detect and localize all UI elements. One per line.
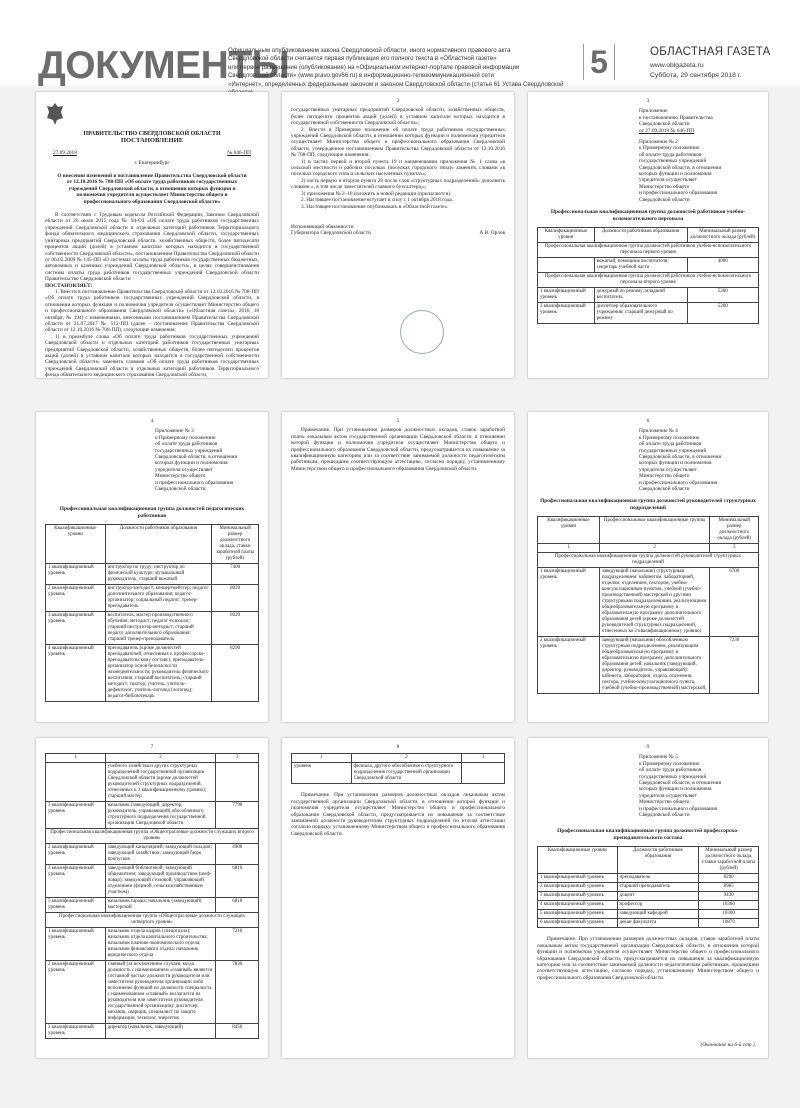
appendix-line: учредителя осуществляет: [639, 177, 697, 184]
signatory-name: А.В. Орлов: [479, 230, 505, 237]
page-number-label: 5: [396, 418, 400, 424]
appendix-line: Свердловской области: [639, 812, 690, 819]
table-row: [538, 302, 759, 323]
position-cell: воспитатель; мастер производственного обучения; методист; педагог-психолог; старший инструктор-методист; старший педагог дополнительного образования; старший тренер-преподаватель: [105, 612, 212, 645]
salary-cell: 9430: [699, 892, 759, 901]
appendix-title: Приложение № 5: [639, 754, 678, 761]
appendix-line: которых функции и полномочия: [155, 460, 228, 467]
paragraph: 1) в частях первой и второй пункта 19 и наименовании приложения № 1 слова «в сельской местности и рабочих поселках (поселках городского типа)» заменить словами «в поселках городского типа и сельских населенных пунктах»;: [291, 158, 505, 178]
note: Примечание. При установлении размеров должностных окладов, ставок заработной платы локальным актом государственной организации Свердловской области, в отношении которой функции и полномочия учредителя осуществляет Министерство общего и профессионального образования Свердловской области, предусматривается их повышение за квалификационную категорию или за соответствие занимаемой должности педагогическим работникам, прошедшим соответствующую аттестацию, согласно порядку, установленному Министерством общего и профессионального образования Свердловской области.: [291, 427, 505, 472]
paragraph: 2. Настоящее постановление вступает в силу с 1 октября 2018 года.: [301, 197, 454, 204]
page-number-label: 4: [150, 418, 154, 424]
preamble: В соответствии с Трудовым кодексом Российской Федерации, Законом Свердловской области от 20 июля 2015 года № 94-ОЗ «Об оплате труда работников государственных учреждений Свердловской области и отдельных категорий работников Территориального фонда обязательного медицинского страхования Свердловской области, государственных унитарных предприятий Свердловской области, хозяйственных обществ, более пятидесяти процентов акций (долей) в уставном капитале которых находится в государственной собственности Свердловской области», постановлением Правительства Свердловской области от 06.02.2009 № 145-ПП «О системах оплаты труда работников государственных бюджетных, автономных и казенных учреждений Свердловской области», в целях совершенствования системы оплаты труда работников государственных учреждений Свердловской области Правительство Свердловской области: [45, 212, 259, 283]
column-header: Квалификационные уровни: [538, 517, 600, 544]
level-cell: 3 квалификационный уровень: [46, 802, 106, 829]
table-title: Профессиональная квалификационная группа должностей руководителей структурных подразделений: [540, 498, 756, 511]
appendix-line: учредителя осуществляет: [639, 466, 697, 473]
position-cell: начальник отдела кадров (спецотдела); начальник отдела капитального строительства; начальник планово-экономического отдела; начальник финансового отдела; начальник юридического отдела: [105, 928, 216, 961]
appendix-line: Министерство общего: [639, 799, 690, 806]
level-cell: 1 квалификационный уровень: [538, 287, 595, 302]
level-cell: [538, 257, 595, 272]
column-number: 3: [216, 754, 259, 763]
salary-cell: 7830: [216, 961, 259, 1024]
appendix-line: Свердловской области: [639, 121, 690, 128]
column-header: Квалификационные уровни: [538, 227, 595, 242]
appendix-line: государственных учреждений: [639, 447, 707, 454]
position-cell: заведующий (начальник) структурным подразделением: кабинетом, лабораторией, отделом, отделением, сектором, учебно-консультационным пунктом, учебной (учебно-производственной) мастерской и другими структурными подразделениями, реализующими общеобразовательную программу и образовательную программу дополнительного образования детей (кроме должностей руководителей структурных подразделений, отнесенных ко 2 квалификационному уровню): [599, 568, 710, 637]
position-cell: инструктор-методист; концертмейстер; педагог дополнительного образования; педагог-организатор; социальный педагог; тренер-преподаватель: [105, 585, 212, 612]
level-cell: 1 квалификационный уровень: [538, 568, 600, 637]
document-kind: ПОСТАНОВЛЕНИЕ: [120, 136, 184, 144]
appendix-line: учредителя осуществляет: [639, 792, 697, 799]
salary-cell: 7790: [216, 802, 259, 829]
table-row: [46, 1024, 259, 1039]
column-number: 1: [46, 754, 106, 763]
table-row: [46, 802, 259, 829]
column-number: 2: [599, 544, 710, 553]
column-number: 2: [105, 754, 216, 763]
continued-note: (Окончание на 6-й стр.).: [700, 1041, 756, 1048]
appendix-header: [639, 754, 759, 818]
website-link[interactable]: www.oblgazeta.ru: [650, 62, 704, 69]
table-header-row: [538, 517, 759, 544]
level-cell: 4 квалификационный уровень: [46, 645, 106, 702]
column-header: Квалификационные уровни: [46, 525, 106, 564]
level-cell: 4 квалификационный уровень: [538, 901, 618, 910]
note: Примечание. При установлении размеров должностных окладов, ставок заработной платы локальным актом государственной организации Свердловской области, в отношении которой функции и полномочия учредителя осуществляет Министерство общего и профессионального образования Свердловской области, предусматривается их повышение за квалификационную категорию или за соответствие занимаемой должности педагогическим работникам, прошедшим соответствующую аттестацию, согласно порядку, установленному Министерством общего и профессионального образования Свердловской области.: [537, 936, 759, 981]
table-header-row: [46, 525, 259, 564]
appendix-header: [639, 428, 759, 492]
table-row: [46, 865, 259, 898]
level-cell: 3 квалификационный уровень: [46, 612, 106, 645]
level-cell: 1 квалификационный уровень: [46, 928, 106, 961]
table-row: [46, 928, 259, 961]
level-cell: 2 квалификационный уровень: [46, 585, 106, 612]
salary-cell: 5200: [687, 302, 759, 323]
position-cell: профессор: [617, 901, 699, 910]
position-cell: вожатый; помощник воспитателя; секретарь учебной части: [594, 257, 687, 272]
position-cell: учебного хозяйства и других структурных подразделений государственной организации Свердловской области (кроме должностей руководителей структурных подразделений, отнесенных к 3 квалификационному уровню); старший мастер: [105, 763, 216, 802]
paragraph: 2) часть первую и вторую пункта 28 после слов «структурных подразделений» дополнить словами «, в том числе заместителей главного бухгалтера,»;: [291, 177, 505, 191]
salary-table: [537, 516, 759, 694]
table-title: Профессиональная квалификационная группа должностей работников учебно-вспомогательного персонала: [550, 209, 746, 222]
section-title: ДОКУМЕНТЫ: [38, 44, 290, 87]
position-cell: инструктор по труду; инструктор по физической культуре; музыкальный руководитель; старший вожатый: [105, 564, 212, 585]
table-row: [46, 645, 259, 702]
appendix-line: об оплате труда работников: [639, 441, 702, 448]
column-number: 3: [710, 544, 759, 553]
column-header: Минимальный размер должностного оклада (рублей): [687, 227, 759, 242]
table-row: [46, 844, 259, 865]
position-cell: заведующий кафедрой: [617, 910, 699, 919]
signatory-role: Исполняющий обязанности Губернатора Свердловской области: [291, 223, 371, 237]
coat-of-arms-icon: [45, 102, 65, 126]
column-header: Минимальный размер должностного оклада, ставки заработной платы (рублей): [699, 847, 759, 874]
appendix-date: от 27.09.2018 № 646-ПП: [639, 127, 695, 134]
document-page-3: [528, 92, 768, 378]
salary-cell: 6810: [216, 898, 259, 913]
page-number-label: 3: [646, 98, 650, 104]
level-cell: уровень: [292, 763, 352, 784]
column-header: Должности работников образования: [594, 227, 687, 242]
document-page-8: [282, 738, 514, 1058]
appendix-line: Свердловской области, в отношении: [155, 454, 238, 461]
document-page-9: [528, 738, 768, 1058]
column-number: 1: [292, 754, 352, 763]
appendix-line: Свердловской области: [639, 486, 690, 493]
level-cell: 2 квалификационный уровень: [538, 637, 600, 694]
level-cell: 3 квалификационный уровень: [46, 1024, 106, 1039]
column-header: Должности работников образования: [105, 525, 212, 564]
document-date: 27.09.2018: [53, 150, 77, 157]
resolves-heading: ПОСТАНОВЛЯЕТ:: [45, 282, 93, 289]
issue-date: Суббота, 29 сентября 2018 г.: [650, 72, 742, 79]
column-number: 1: [538, 544, 600, 553]
column-header: Профессиональные квалификационные группы: [599, 517, 710, 544]
appendix-line: Свердловской области, в отношении: [639, 164, 722, 171]
table-group-row: [538, 272, 759, 287]
salary-cell: 7230: [710, 637, 759, 694]
government-name: ПРАВИТЕЛЬСТВО СВЕРДЛОВСКОЙ ОБЛАСТИ: [83, 131, 221, 138]
appendix-line: об оплате труда работников: [639, 767, 702, 774]
paragraph: 2. Внести в Примерное положение об оплате труда работников государственных учреждений Свердловской области, в отношении которых функции и полномочия учредителя осуществляет Министерство общего и профессионального образования Свердловской области, утвержденное постановлением Правительства Свердловской области от 12.10.2016 № 708-ПП, следующие изменения:: [291, 126, 505, 159]
table-row: [538, 874, 759, 883]
column-header: Минимальный размер должностного оклада (рублей): [710, 517, 759, 544]
position-cell: главный (за исключением случаев, когда должность с наименованием «главный» является составной частью должности руководителя или заместителя руководителя организации либо исполнение функций по должности специалиста с наименованием «главный» возлагается на руководителя или заместителя руководителя государственной организации): диспетчер, механик, сварщик, специалист по защите информации, технолог, энергетик: [105, 961, 216, 1024]
table-group-row: [538, 242, 759, 257]
salary-table: [537, 227, 759, 324]
salary-cell: 5200: [687, 287, 759, 302]
appendix-line: Министерство общего: [639, 473, 690, 480]
document-requisites: [53, 150, 251, 156]
table-group-row: [46, 829, 259, 844]
paragraph: 3. Настоящее постановление опубликовать в «Областной газете».: [301, 203, 449, 210]
position-cell: филиала, другого обособленного структурного подразделения государственной организации Свердловской области: [351, 763, 462, 784]
page-number-label: 7: [150, 744, 154, 750]
newspaper-header: [0, 0, 800, 86]
column-number-row: [538, 544, 759, 553]
appendix-line: и профессионального образования: [639, 190, 718, 197]
table-title: Профессиональная квалификационная группа должностей педагогических работников: [59, 506, 245, 519]
salary-cell: [462, 763, 505, 784]
paragraph: 3) приложения № 2–10 изложить в новой редакции (прилагаются).: [301, 190, 452, 197]
table-row: [538, 892, 759, 901]
level-cell: 1 квалификационный уровень: [538, 874, 618, 883]
newspaper-name: ОБЛАСТНАЯ ГАЗЕТА: [650, 46, 771, 58]
position-cell: преподаватель (кроме должностей преподавателей, отнесенных к профессорско-преподавательскому составу); преподаватель-организатор основ безопасности жизнедеятельности; руководитель физического воспитания; старший воспитатель; старший методист; тьютор; учитель; учитель-дефектолог; учитель-логопед (логопед); педагог-библиотекарь: [105, 645, 212, 702]
note: Примечание. При установлении размеров должностных окладов локальным актом государственной организации Свердловской области, в отношении которой функции и полномочия учредителя осуществляет Министерство общего и профессионального образования Свердловской области, предусматривается их повышение за соответствие занимаемой должности руководителям структурных подразделений по итогам аттестации согласно порядку, установленному Министерством общего и профессионального образования Свердловской области.: [291, 792, 505, 837]
appendix-title: Приложение: [639, 108, 668, 115]
appendix-title: Приложение № 3: [155, 428, 194, 435]
position-cell: диспетчер образовательного учреждения; старший дежурный по режиму: [594, 302, 687, 323]
salary-cell: 8450: [216, 1024, 259, 1039]
salary-cell: 7400: [212, 564, 259, 585]
salary-cell: 8985: [699, 883, 759, 892]
table-row: [46, 585, 259, 612]
salary-table: [537, 846, 759, 928]
column-number-row: [292, 754, 505, 763]
table-row: [46, 898, 259, 913]
appendix-title: Приложение № 4: [639, 428, 678, 435]
table-row: [538, 919, 759, 928]
position-cell: дежурный по режиму; младший воспитатель: [594, 287, 687, 302]
salary-cell: 10360: [699, 901, 759, 910]
appendix-line: Свердловской области, в отношении: [639, 780, 722, 787]
salary-table: [45, 524, 259, 702]
level-cell: [46, 763, 106, 802]
salary-cell: 4000: [687, 257, 759, 272]
appendix-line: об оплате труда работников: [639, 151, 702, 158]
salary-cell: 4900: [216, 844, 259, 865]
level-cell: 1 квалификационный уровень: [46, 564, 106, 585]
salary-cell: 10360: [699, 910, 759, 919]
column-header: Квалификационные уровни: [538, 847, 618, 874]
appendix-line: государственных учреждений: [155, 447, 223, 454]
document-number: № 646-ПП: [227, 150, 251, 157]
page-number: 5: [583, 44, 615, 80]
document-page-4: [36, 412, 268, 722]
appendix-line: Свердловской области: [639, 196, 690, 203]
level-cell: 2 квалификационный уровень: [46, 844, 106, 865]
document-title: О внесении изменений в постановление Правительства Свердловской области от 12.10.2016 № 708-ПП «Об оплате труда работников государственных учреждений Свердловской области, в отношении которых функции и полномочия учредителя осуществляет Министерство общего и профессионального образования Свердловской области»: [57, 173, 247, 205]
notice-line: Свердловской области» (www.pravo.gov66.ru) в информационно-телекоммуникационной сети: [228, 72, 494, 80]
group-title: Профессиональная квалификационная группа «Общеотраслевые должности служащих четвертого уровня»: [46, 913, 259, 928]
table-group-row: [538, 553, 759, 568]
paragraph: государственных унитарных предприятий Свердловской области, хозяйственных обществ, более пятидесяти процентов акций (долей) в уставном капитале которых находится в государственной собственности Свердловской области»;: [291, 107, 505, 127]
table-row: [538, 910, 759, 919]
table-row: [538, 883, 759, 892]
table-row: [292, 763, 505, 784]
document-page-2: [282, 92, 514, 378]
column-header: Минимальный размер должностного оклада, ставки заработной платы (рублей): [212, 525, 259, 564]
group-title: Профессиональная квалификационная группа должностей работников учебно-вспомогательного персонала второго уровня: [538, 272, 759, 287]
level-cell: 3 квалификационный уровень: [538, 892, 618, 901]
notice-line: «Интернет», определенных федеральным законом и законом Свердловской области (статья 61 Устава Свердловской: [228, 80, 564, 88]
table-row: [46, 763, 259, 802]
position-cell: заведующий канцелярией; заведующий складом; заведующий хозяйством; заведующий бюро пропусков: [105, 844, 216, 865]
column-number: 2: [351, 754, 462, 763]
table-row: [538, 637, 759, 694]
appendix-line: Свердловской области, в отношении: [639, 454, 722, 461]
table-row: [46, 961, 259, 1024]
level-cell: 5 квалификационный уровень: [538, 910, 618, 919]
salary-cell: 8020: [212, 585, 259, 612]
appendix-line: к Примерному положению: [639, 760, 700, 767]
page-number-label: 6: [646, 418, 650, 424]
document-page-5: [282, 412, 514, 722]
document-page-1: [36, 92, 268, 378]
salary-table: [45, 753, 259, 1039]
notice-line: Официальным опубликованием закона Свердловской области, иного нормативного правового акта: [228, 47, 511, 54]
salary-cell: 8020: [212, 612, 259, 645]
level-cell: 5 квалификационный уровень: [46, 898, 106, 913]
table-row: [538, 901, 759, 910]
table-header-row: [538, 847, 759, 874]
page-number-label: 2: [396, 98, 400, 104]
appendix-line: государственных учреждений: [639, 773, 707, 780]
level-cell: 2 квалификационный уровень: [538, 883, 618, 892]
table-header-row: [538, 227, 759, 242]
level-cell: 2 квалификационный уровень: [538, 302, 595, 323]
table-row: [46, 612, 259, 645]
position-cell: преподаватель: [617, 874, 699, 883]
salary-cell: 6810: [216, 865, 259, 898]
salary-cell: 8290: [212, 645, 259, 702]
appendix-line: и профессионального образования: [639, 479, 718, 486]
document-page-6: [528, 412, 768, 722]
table-title: Профессиональная квалификационная группа должностей профессорско-преподавательского состава: [557, 828, 739, 841]
table-row: [538, 287, 759, 302]
publication-notice: [228, 47, 588, 97]
appendix-line: об оплате труда работников: [155, 441, 218, 448]
salary-cell: 8290: [699, 874, 759, 883]
level-cell: 2 квалификационный уровень: [46, 961, 106, 1024]
level-cell: 6 квалификационный уровень: [538, 919, 618, 928]
appendix-title: Приложение № 2: [639, 139, 678, 146]
appendix-line: Министерство общего: [155, 473, 206, 480]
table-row: [538, 257, 759, 272]
item-1-1: 1) в преамбуле слова «Об оплате труда работников государственных учреждений Свердловской области и отдельных категорий работников государственных унитарных предприятий Свердловской области, хозяйственных обществ, более пятидесяти процентов акций (долей) в уставном капитале которых находится в государственной собственности Свердловской области» заменить словами «Об оплате труда работников государственных учреждений Свердловской области и отдельных категорий работников Территориального фонда обязательного медицинского страхования Свердловской области,: [45, 333, 259, 378]
level-cell: 3 квалификационный уровень: [46, 865, 106, 898]
signature-block: [291, 224, 505, 237]
appendix-line: Министерство общего: [639, 183, 690, 190]
appendix-line: Свердловской области: [155, 486, 206, 493]
appendix-line: и профессионального образования: [639, 805, 718, 812]
salary-cell: [216, 763, 259, 802]
position-cell: декан факультета: [617, 919, 699, 928]
group-title: Профессиональная квалификационная группа «Общеотраслевые должности служащих второго уровня»: [46, 829, 259, 844]
column-number: 3: [462, 754, 505, 763]
item-1: 1. Внести в постановление Правительства Свердловской области от 12.10.2016 № 708-ПП «Об оплате труда работников государственных учреждений Свердловской области, в отношении которых функции и полномочия учредителя осуществляет Министерство общего и профессионального образования Свердловской области» («Областная газета», 2016, 18 октября, № 194) с изменениями, внесенными постановлением Правительства Свердловской области от 21.07.2017 № 512-ПП (далее – постановление Правительства Свердловской области от 12.10.2016 № 708-ПП), следующие изменения:: [45, 288, 259, 334]
table-row: [46, 564, 259, 585]
table-group-row: [46, 913, 259, 928]
appendix-line: к постановлению Правительства: [639, 114, 713, 121]
salary-cell: 10870: [699, 919, 759, 928]
position-cell: начальник (заведующий, директор, руководитель, управляющий) обособленного структурного подразделения государственной организации Свердловской области: [105, 802, 216, 829]
group-title: Профессиональная квалификационная группа должностей руководителей структурных подразделений: [538, 553, 759, 568]
position-cell: старший преподаватель: [617, 883, 699, 892]
appendix-line: которых функции и полномочия: [639, 786, 712, 793]
salary-cell: 6700: [710, 568, 759, 637]
appendix-line: государственных учреждений: [639, 158, 707, 165]
salary-table: [291, 753, 505, 784]
appendix-line: учредителя осуществляет: [155, 466, 213, 473]
appendix-line: к Примерному положению: [155, 434, 216, 441]
position-cell: заведующий библиотекой; заведующий общежитием; заведующий производством (шеф-повар); заведующий столовой; управляющий отделением (фермой, сельскохозяйственным участком): [105, 865, 216, 898]
official-stamp-icon: [400, 310, 444, 354]
appendix-header: [639, 108, 759, 203]
column-header: Должности работников образования: [617, 847, 699, 874]
position-cell: доцент: [617, 892, 699, 901]
page-number-label: 8: [396, 744, 400, 750]
position-cell: заведующий (начальник) обособленным структурным подразделением, реализующим общеобразовательную программу и образовательную программу дополнительного образования детей; начальник (заведующий, директор, руководитель, управляющий): кабинета, лаборатории, отдела, отделения, сектора, учебно-консультационного пункта, учебной (учебно-производственной) мастерской,: [599, 637, 710, 694]
appendix-line: к Примерному положению: [639, 434, 700, 441]
position-cell: директор (начальник, заведующий): [105, 1024, 216, 1039]
document-city: г. Екатеринбург: [134, 159, 170, 166]
group-title: Профессиональная квалификационная группа должностей работников учебно-вспомогательного персонала первого уровня: [538, 242, 759, 257]
document-page-7: [36, 738, 268, 1058]
notice-line: или первое размещение (опубликование) на «Официальном интернет-портале правовой информации: [228, 63, 520, 71]
salary-cell: 7210: [216, 928, 259, 961]
appendix-line: которых функции и полномочия: [639, 171, 712, 178]
appendix-line: к Примерному положению: [639, 145, 700, 152]
notice-line: Свердловской области считается первая публикация его полного текста в «Областной газете»: [228, 55, 497, 63]
appendix-line: и профессионального образования: [155, 479, 234, 486]
appendix-line: которых функции и полномочия: [639, 460, 712, 467]
page-number-label: 9: [646, 744, 650, 750]
appendix-header: [155, 428, 259, 492]
column-number-row: [46, 754, 259, 763]
position-cell: начальник гаража; начальник (заведующий) мастерской: [105, 898, 216, 913]
table-row: [538, 568, 759, 637]
